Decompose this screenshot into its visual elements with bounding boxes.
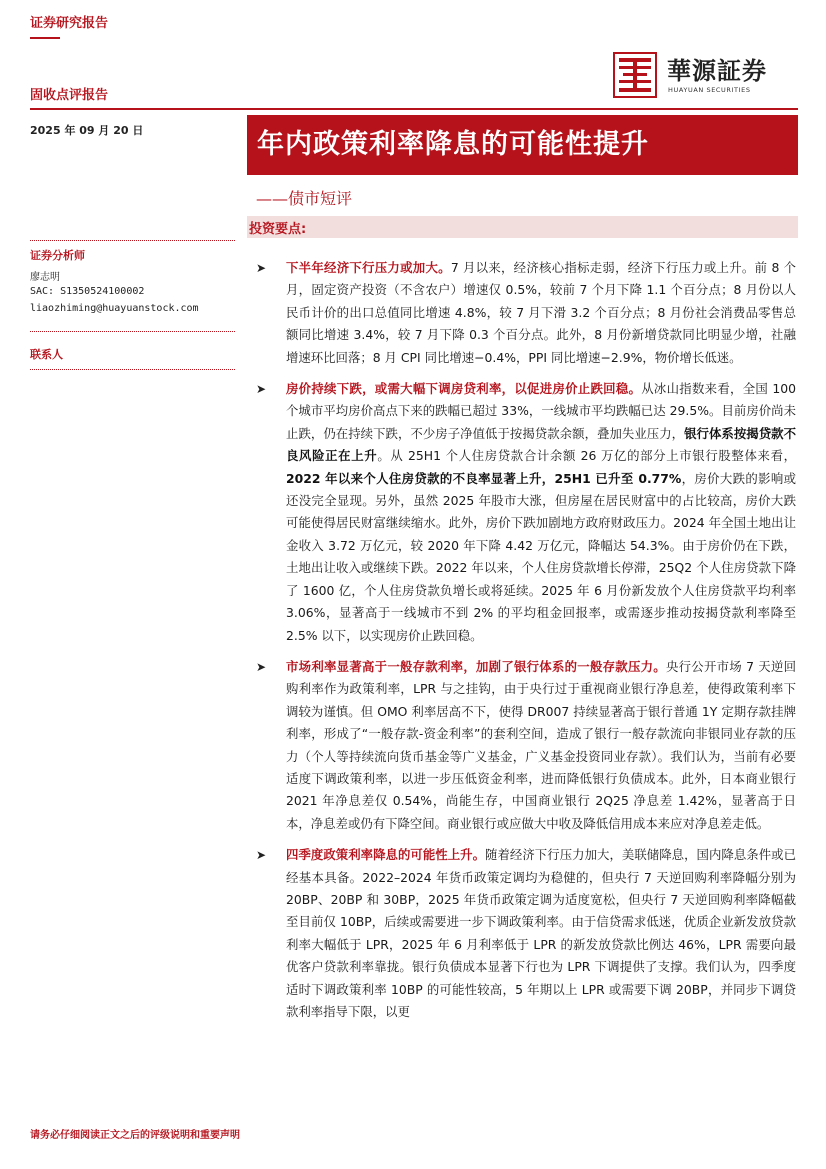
point-heading: 下半年经济下行压力或加大。	[286, 260, 451, 275]
report-type: 固收点评报告	[30, 88, 109, 103]
report-category: 证券研究报告	[30, 16, 109, 31]
arrow-bullet-icon: ➤	[256, 659, 267, 674]
analyst-section-label: 证券分析师	[30, 249, 85, 262]
analyst-name: 廖志明	[30, 272, 60, 283]
point-text: 从冰山指数来看，全国 100 个城市平均房价高点下来的跌幅已超过 33%，一线城市平均跌幅已达 29.5%。目前房价尚未止跌，仍在持续下跌，不少房子净值低于按揭贷款余额，叠加失业压力，	[286, 381, 797, 441]
page-subtitle: ——债市短评	[256, 189, 353, 208]
sidebar-divider	[30, 369, 235, 370]
list-item	[256, 656, 796, 835]
key-points-bar	[247, 216, 798, 238]
page-title: 年内政策利率降息的可能性提升	[247, 115, 798, 175]
sidebar-divider	[30, 240, 235, 241]
point-text: 7 月以来，经济核心指标走弱，经济下行压力或上升。前 8 个月，固定资产投资（不含农户）增速仅 0.5%，较前 7 个月下降 1.1 个百分点；8 月份以人民币计价的出口总值同比增速 4.8%，较 7 月下滑 3.2 个百分点；8 月份社会消费品零售总额同比增速 3.4%，较 7 月下降 0.3 个百分点。此外，8 月份新增贷款同比明显少增，社融增速环比回落；8 月 CPI 同比增速−0.4%，PPI 同比增速−2.9%，物价增长低迷。	[286, 260, 796, 365]
brand-name: 華源証券	[667, 56, 767, 85]
report-date: 2025 年 09 月 20 日	[30, 124, 144, 137]
point-text: ，房价大跌的影响或还没完全显现。另外，虽然 2025 年股市大涨，但房屋在居民财富中的占比较高，房价大跌可能使得居民财富继续缩水。此外，房价下跌加剧地方政府财政压力。2024 年全国土地出让金收入 3.72 万亿元，较 2020 年下降 4.42 万亿元，降幅达 54.3%。由于房价仍在下跌，土地出让收入或继续下跌。2022 年以来，个人住房贷款增长停滞，25Q2 个人住房贷款下降了 1600 亿，个人住房贷款负增长或将延续。2025 年 6 月份新发放个人住房贷款平均利率 3.06%，显著高于一线城市不到 2% 的平均租金回报率，或需逐步推动按揭贷款利率降至 2.5% 以下，以实现房价止跌回稳。	[286, 470, 796, 643]
analyst-email[interactable]: liaozhiming@huayuanstock.com	[30, 303, 199, 314]
header-rule-top	[30, 37, 60, 39]
header-rule-main	[30, 108, 798, 110]
sidebar-divider	[30, 331, 235, 332]
contact-section-label: 联系人	[30, 348, 63, 361]
arrow-bullet-icon: ➤	[256, 382, 267, 397]
point-heading: 房价持续下跌，或需大幅下调房贷利率，以促进房价止跌回稳。	[286, 381, 642, 397]
point-emphasis: 银行体系按揭贷款不良风险正在上升	[286, 425, 797, 464]
point-heading: 四季度政策利率降息的可能性上升。	[286, 847, 486, 863]
list-item	[256, 257, 796, 369]
huayuan-logo-icon	[613, 52, 657, 98]
list-item	[256, 378, 796, 647]
point-text: 随着经济下行压力加大，美联储降息，国内降息条件或已经基本具备。2022–2024 年货币政策定调均为稳健的，但央行 7 天逆回购利率降幅分别为 20BP、20BP 和 30BP，2025 年货币政策定调为适度宽松，但央行 7 天逆回购利率降幅截至目前仅 10BP，后续或需要进一步下调政策利率。由于信贷需求低迷，优质企业新发放贷款利率大幅低于 LPR，2025 年 6 月利率低于 LPR 的新发放贷款比例达 46%，LPR 需要向最优客户贷款利率靠拢。银行负债成本显著下行也为 LPR 下调提供了支撑。我们认为，四季度适时下调政策利率 10BP 的可能性较高，5 年期以上 LPR 或需要下调 20BP，并同步下调贷款利率指导下限，以更	[286, 847, 797, 1019]
disclaimer-footer: 请务必仔细阅读正文之后的评级说明和重要声明	[30, 1130, 240, 1141]
arrow-bullet-icon: ➤	[256, 848, 267, 863]
point-text: 央行公开市场 7 天逆回购利率作为政策利率，LPR 与之挂钩，由于央行过于重视商业银行净息差，使得政策利率下调较为谨慎。但 OMO 利率居高不下，使得 DR007 持续显著高于银行普通 1Y 定期存款挂牌利率，形成了“一般存款-资金利率”的套利空间，造成了银行一般存款流向非银同业存款的压力（个人等持续流向货币基金等广义基金，广义基金投资同业存款）。我们认为，当前有必要适度下调政策利率，以进一步压低资金利率，进而降低银行负债成本。此外，日本商业银行 2021 年净息差仅 0.54%，尚能生存，中国商业银行 2Q25 净息差 1.42%，显著高于日本，净息差或仍有下降空间。商业银行或应做大中收及降低信用成本来应对净息差走低。	[286, 658, 796, 831]
arrow-bullet-icon: ➤	[256, 261, 267, 275]
key-points-body	[256, 257, 796, 1032]
key-points-label: 投资要点:	[249, 222, 307, 237]
point-heading: 市场利率显著高于一般存款利率，加剧了银行体系的一般存款压力。	[286, 658, 666, 674]
analyst-sac: SAC: S1350524100002	[30, 286, 145, 297]
point-text: 。从 25H1 个人住房贷款合计余额 26 万亿的部分上市银行股整体来看，	[377, 448, 796, 464]
list-item	[256, 844, 796, 1023]
brand-name-en: HUAYUAN SECURITIES	[668, 86, 751, 94]
point-emphasis: 2022 年以来个人住房贷款的不良率显著上升，25H1 已升至 0.77%	[286, 470, 682, 486]
